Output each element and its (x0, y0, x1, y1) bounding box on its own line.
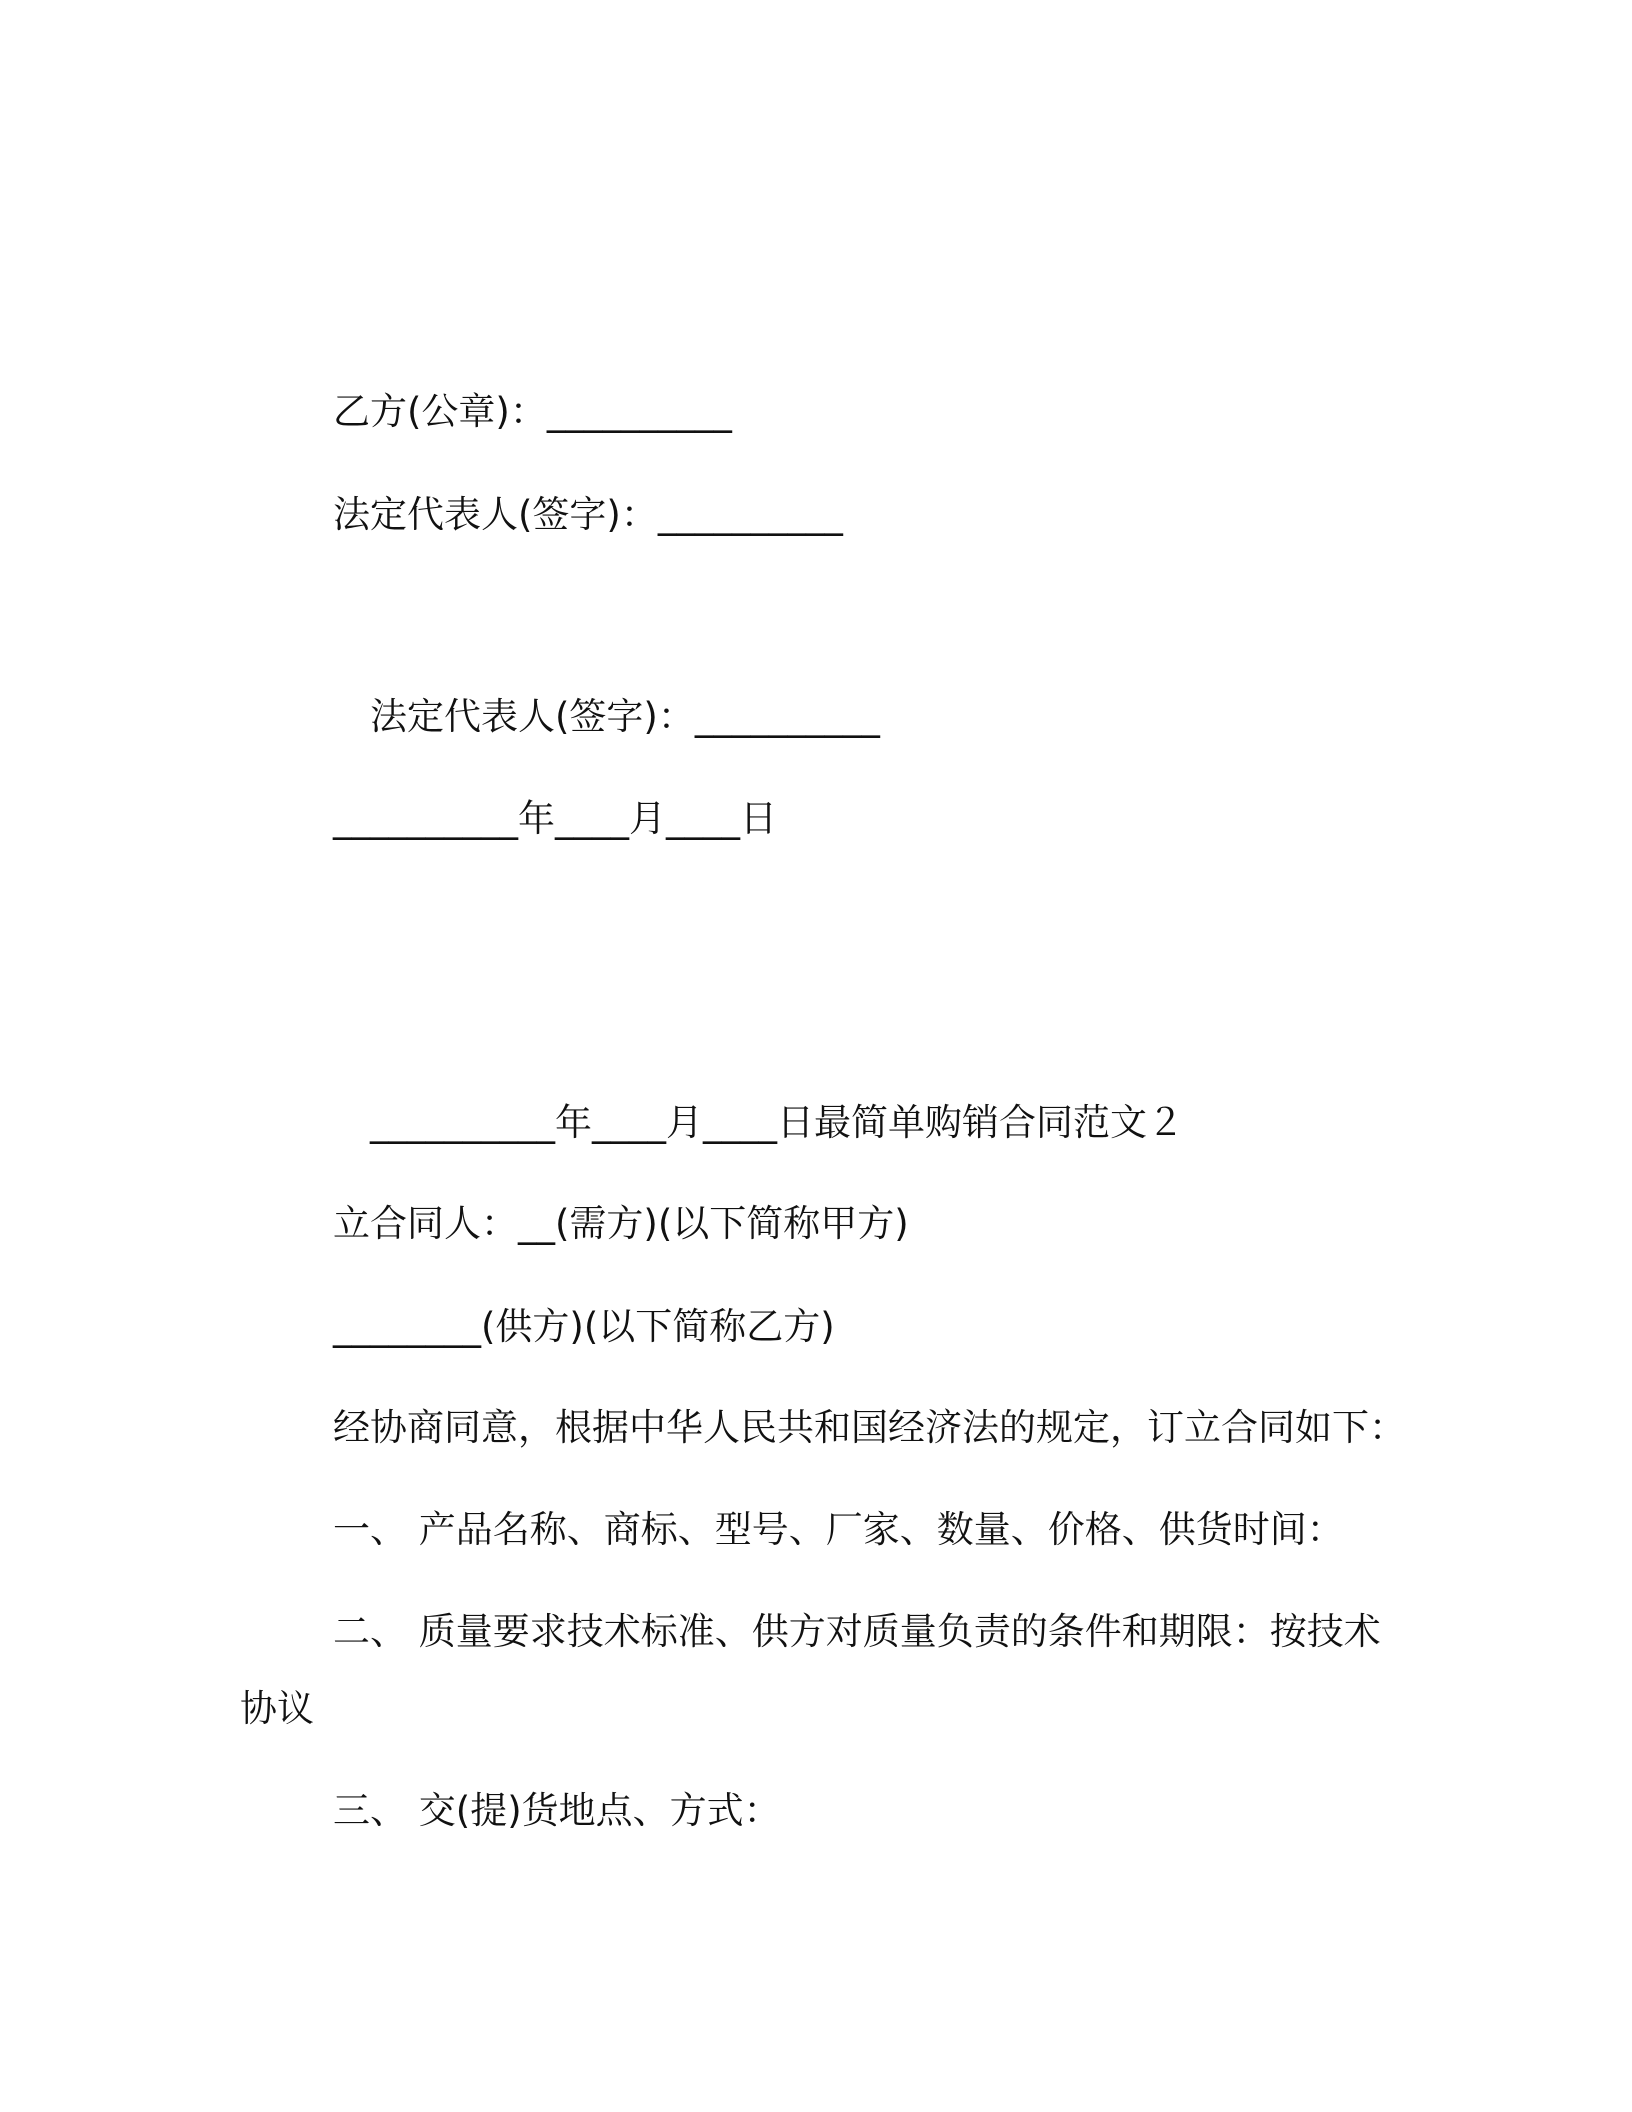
clause-one: 一、 产品名称、商标、型号、厂家、数量、价格、供货时间： (333, 1508, 1344, 1551)
party-b-seal-line: 乙方(公章)：__________ (333, 390, 732, 433)
legal-representative-signature-line: 法定代表人(签字)：__________ (333, 493, 843, 536)
clause-two-continuation: 协议 (240, 1687, 314, 1730)
contract-heading: __________年____月____日最简单购销合同范文２ (370, 1101, 1184, 1144)
clause-three: 三、 交(提)货地点、方式： (333, 1789, 781, 1832)
contracting-party-a: 立合同人：__(需方)(以下简称甲方) (333, 1202, 909, 1245)
legal-representative-signature-line-2: 法定代表人(签字)：__________ (370, 695, 880, 738)
date-line: __________年____月____日 (333, 797, 777, 840)
contracting-party-b: ________(供方)(以下简称乙方) (333, 1305, 835, 1348)
clause-two: 二、 质量要求技术标准、供方对质量负责的条件和期限：按技术 (333, 1610, 1381, 1653)
contract-preamble: 经协商同意，根据中华人民共和国经济法的规定，订立合同如下： (333, 1406, 1406, 1449)
